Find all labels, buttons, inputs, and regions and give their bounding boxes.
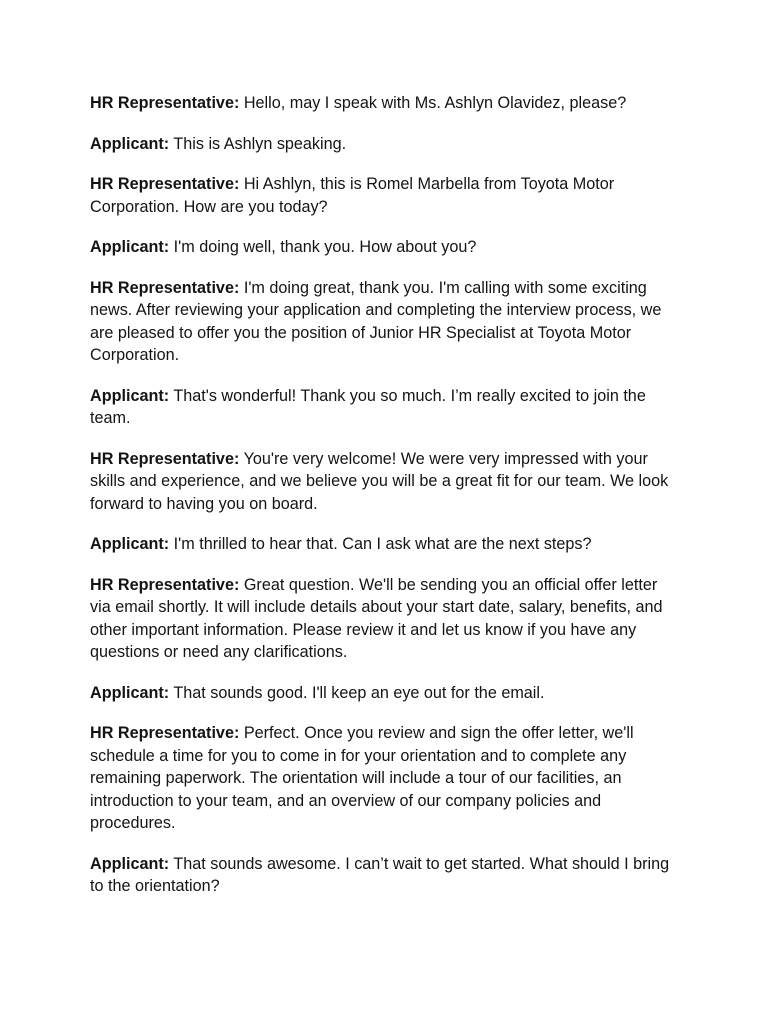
- speaker-label: Applicant:: [90, 683, 170, 702]
- dialogue-text: Hello, may I speak with Ms. Ashlyn Olavidez, please?: [243, 94, 627, 112]
- dialogue-text: Perfect. Once you review and sign the offer letter, we'll schedule a time for you to come in for your orientation and to complete any remaining paperwork. The orientation will include a tour of our facilities, an introduction to your team, and an overview of our company policies and procedures.: [90, 724, 634, 832]
- dialogue-turn: [90, 448, 680, 516]
- dialogue-text: You're very welcome! We were very impressed with your skills and experience, and we believe you will be a great fit for our team. We look forward to having you on board.: [90, 449, 669, 513]
- dialogue-text: I'm doing great, thank you. I'm calling with some exciting news. After reviewing your application and completing the interview process, we are pleased to offer you the position of Junior HR Specialist at Toyota Motor Corporation.: [90, 278, 662, 364]
- dialogue-text: I'm thrilled to hear that. Can I ask what are the next steps?: [173, 535, 592, 553]
- speaker-label: HR Representative:: [90, 724, 240, 742]
- dialogue-turn: [90, 385, 680, 430]
- dialogue-text: Great question. We'll be sending you an official offer letter via email shortly. It will include details about your start date, salary, benefits, and other important information. Please review it and let us know if you have any questions or need any clarifications.: [90, 575, 663, 661]
- speaker-label: Applicant:: [90, 854, 170, 873]
- dialogue-text: That sounds awesome. I can’t wait to get started. What should I bring to the orientation?: [90, 854, 670, 895]
- dialogue-text: I'm doing well, thank you. How about you?: [173, 238, 477, 256]
- speaker-label: HR Representative:: [90, 449, 240, 468]
- dialogue-turn: [90, 722, 680, 835]
- speaker-label: HR Representative:: [90, 175, 240, 193]
- dialogue-transcript: [90, 92, 680, 916]
- dialogue-turn: [90, 853, 680, 898]
- dialogue-text: This is Ashlyn speaking.: [173, 134, 347, 153]
- dialogue-text: That's wonderful! Thank you so much. I’m really excited to join the team.: [90, 386, 646, 427]
- speaker-label: HR Representative:: [90, 278, 240, 297]
- dialogue-turn: [90, 92, 680, 115]
- speaker-label: Applicant:: [90, 134, 170, 153]
- dialogue-turn: [90, 277, 680, 367]
- dialogue-turn: [90, 682, 680, 705]
- dialogue-turn: [90, 133, 680, 156]
- dialogue-turn: [90, 236, 680, 259]
- dialogue-turn: [90, 574, 680, 664]
- speaker-label: HR Representative:: [90, 575, 240, 594]
- dialogue-turn: [90, 173, 680, 218]
- dialogue-turn: [90, 533, 680, 556]
- speaker-label: HR Representative:: [90, 94, 240, 112]
- speaker-label: Applicant:: [90, 386, 170, 405]
- speaker-label: Applicant:: [90, 238, 170, 256]
- dialogue-text: Hi Ashlyn, this is Romel Marbella from Toyota Motor Corporation. How are you today?: [90, 175, 615, 216]
- speaker-label: Applicant:: [90, 535, 170, 553]
- dialogue-text: That sounds good. I'll keep an eye out for the email.: [173, 683, 545, 702]
